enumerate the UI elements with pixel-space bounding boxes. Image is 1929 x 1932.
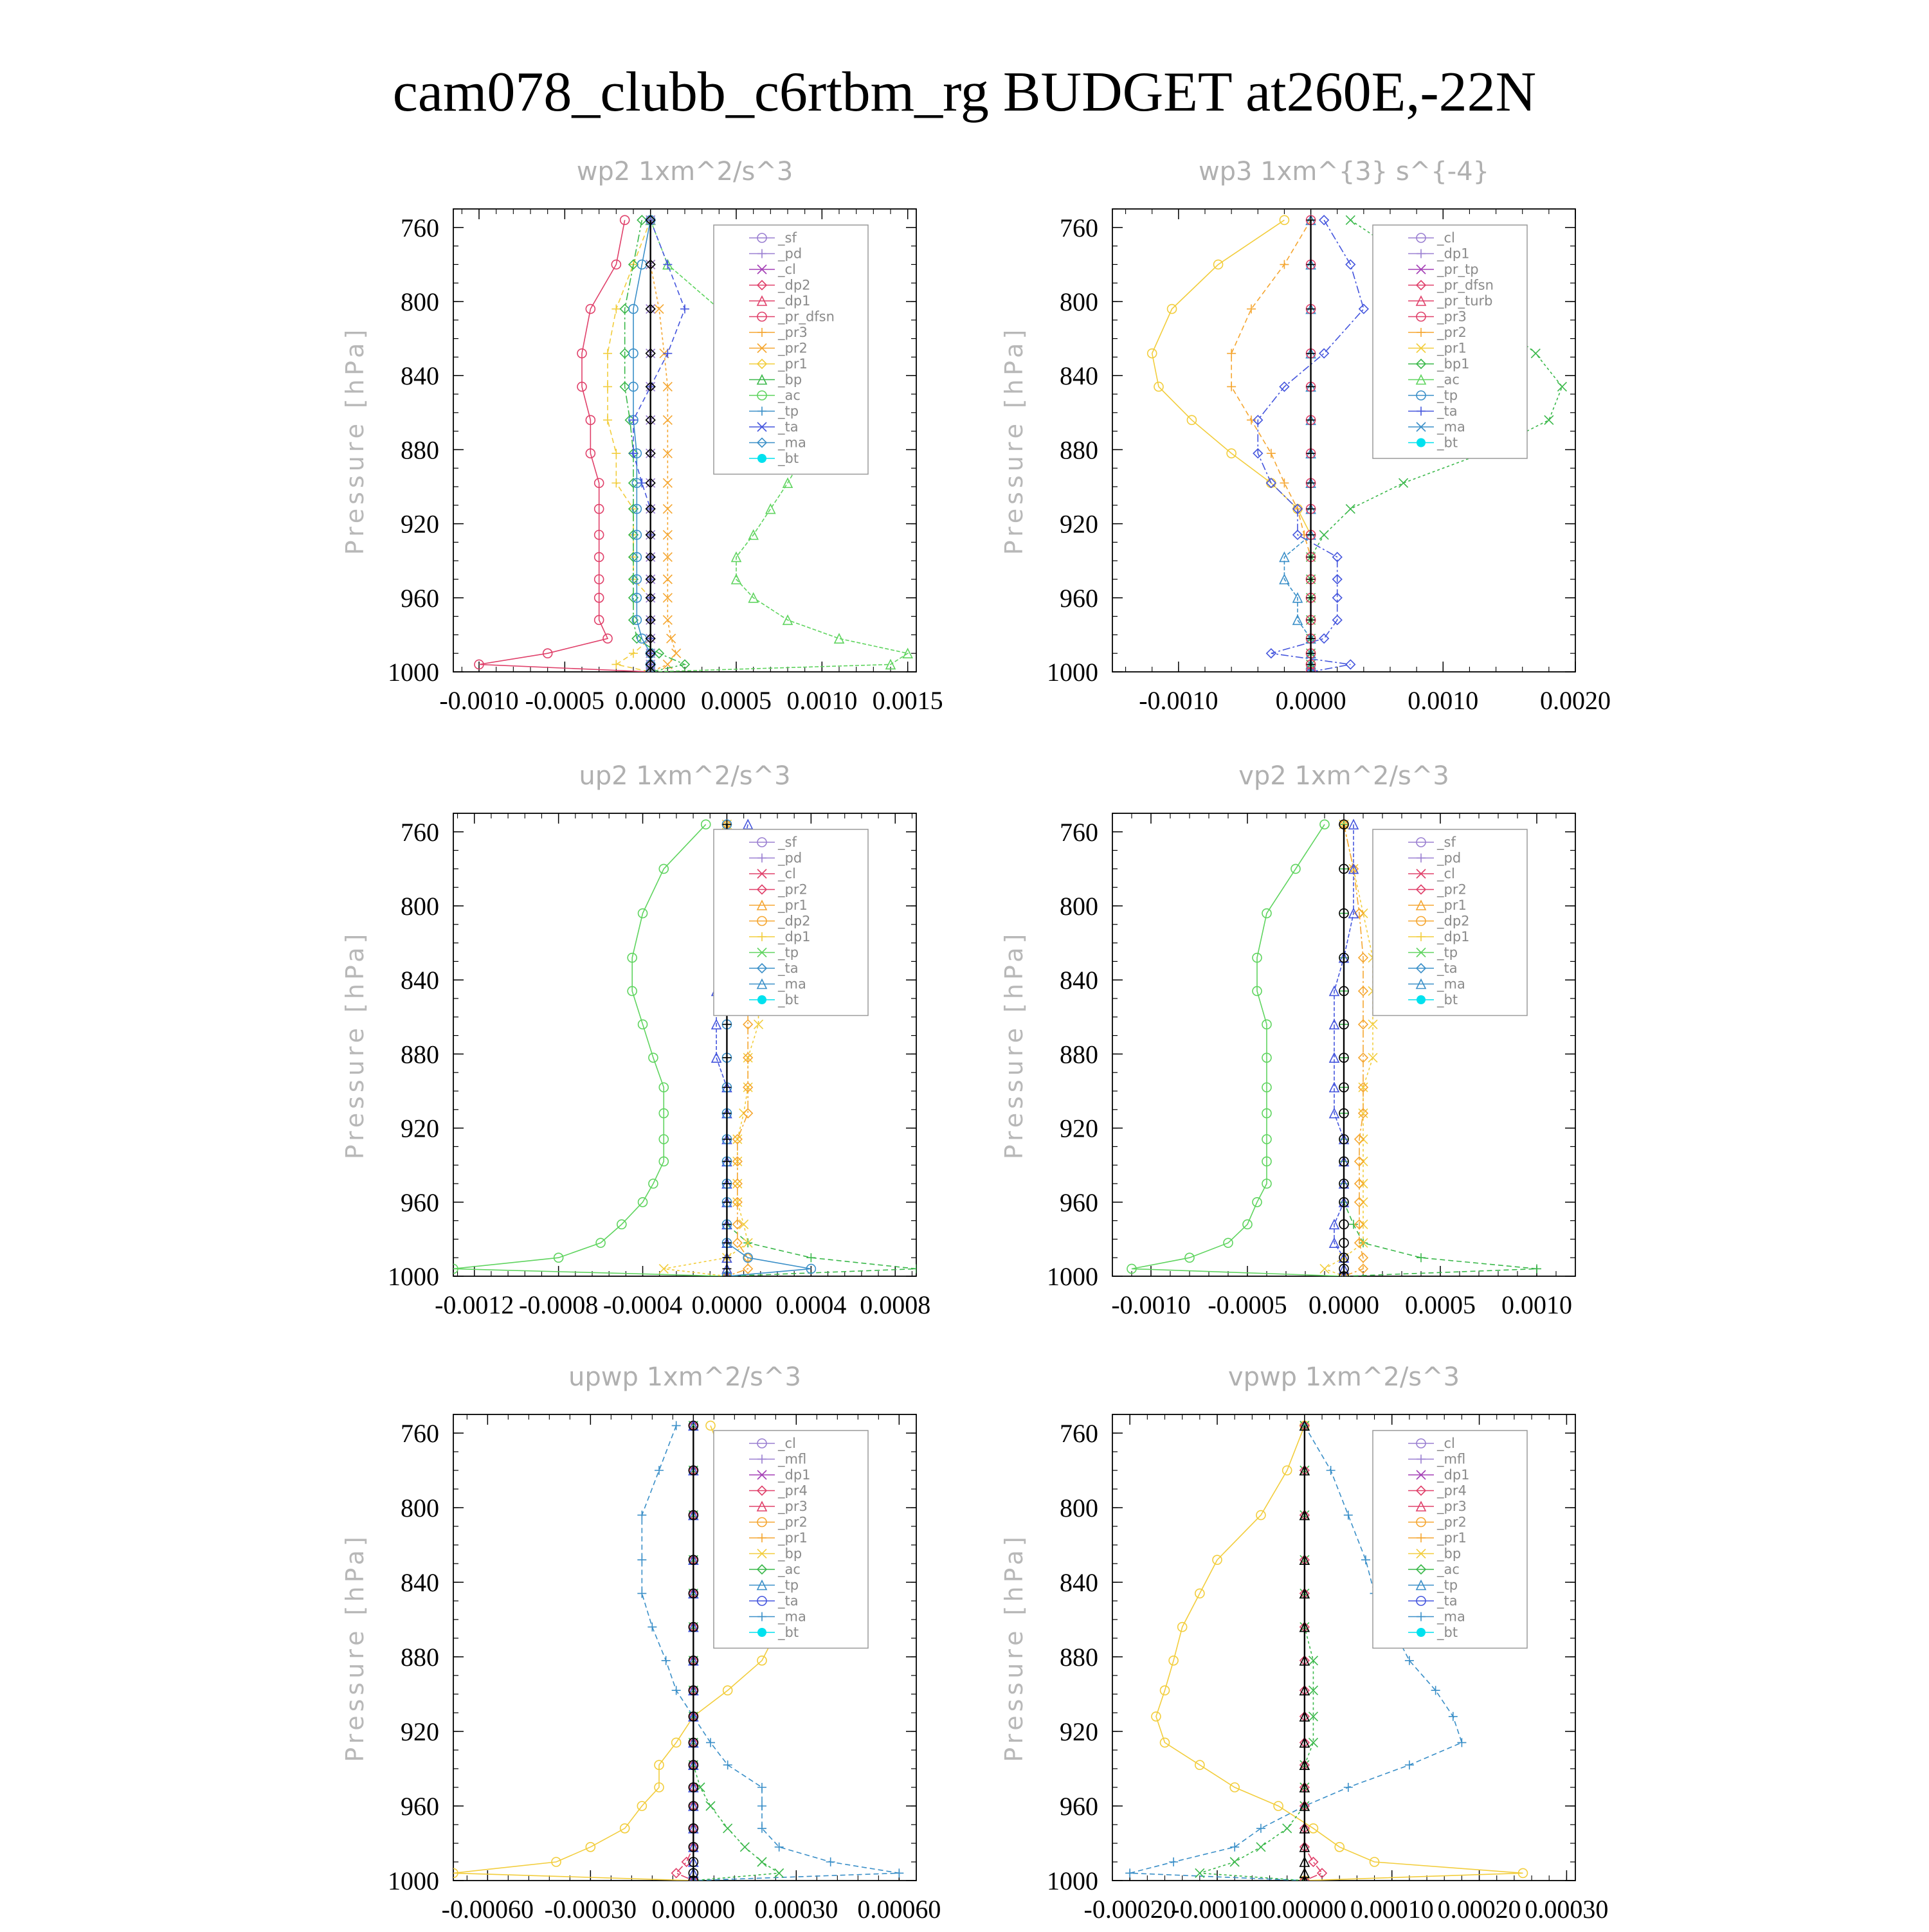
y-tick-label: 840 bbox=[401, 1568, 439, 1597]
x-tick-label: 0.0010 bbox=[1408, 686, 1479, 715]
legend-label: _mfl bbox=[1437, 1451, 1466, 1467]
legend-label: _ta bbox=[1437, 961, 1458, 976]
x-tick-label: 0.00030 bbox=[1525, 1895, 1609, 1924]
legend-label: _pr4 bbox=[778, 1483, 808, 1499]
legend-label: _dp1 bbox=[778, 929, 811, 944]
y-tick-label: 800 bbox=[401, 1494, 439, 1522]
legend-label: _dp2 bbox=[778, 913, 811, 929]
legend bbox=[714, 1431, 868, 1648]
y-axis-label: Pressure [hPa] bbox=[1000, 325, 1028, 555]
y-tick-label: 920 bbox=[1060, 1114, 1098, 1143]
y-tick-label: 1000 bbox=[1047, 1866, 1098, 1895]
legend-label: _pr1 bbox=[778, 356, 808, 372]
y-tick-label: 760 bbox=[1060, 1419, 1098, 1448]
legend-label: _tp bbox=[1437, 944, 1458, 961]
legend-label: _cl bbox=[778, 866, 796, 881]
legend-label: _pr2 bbox=[778, 1514, 808, 1530]
legend-label: _pr2 bbox=[778, 881, 808, 898]
legend-label: _ac bbox=[1437, 372, 1460, 388]
y-tick-label: 800 bbox=[401, 892, 439, 921]
legend-label: _ma bbox=[778, 976, 806, 992]
y-tick-label: 1000 bbox=[388, 1866, 439, 1895]
y-tick-label: 960 bbox=[1060, 1792, 1098, 1821]
x-tick-label: 0.00060 bbox=[857, 1895, 941, 1924]
legend-label: _bp bbox=[778, 372, 802, 388]
legend bbox=[714, 225, 868, 474]
x-tick-label: 0.00010 bbox=[1350, 1895, 1434, 1924]
x-tick-label: 0.0000 bbox=[691, 1290, 763, 1319]
legend-label: _pr4 bbox=[1437, 1483, 1467, 1499]
y-tick-label: 880 bbox=[1060, 1643, 1098, 1672]
legend-label: _ta bbox=[778, 1593, 799, 1609]
legend-label: _cl bbox=[1437, 230, 1455, 246]
y-tick-label: 840 bbox=[401, 966, 439, 995]
panel-title: wp2 1xm^2/s^3 bbox=[576, 157, 793, 186]
legend bbox=[714, 829, 868, 1016]
legend-label: _bp bbox=[778, 1546, 802, 1562]
y-tick-label: 760 bbox=[401, 1419, 439, 1448]
x-tick-label: 0.0000 bbox=[615, 686, 686, 715]
legend-marker bbox=[1417, 438, 1426, 447]
y-axis-label: Pressure [hPa] bbox=[341, 1533, 369, 1762]
legend-label: _pr3 bbox=[1437, 309, 1467, 325]
x-tick-label: 0.0005 bbox=[701, 686, 772, 715]
x-tick-label: 0.0008 bbox=[860, 1290, 931, 1319]
y-tick-label: 960 bbox=[401, 1792, 439, 1821]
legend-label: _tp bbox=[778, 403, 799, 419]
legend-label: _bp1 bbox=[1437, 356, 1470, 372]
legend-label: _tp bbox=[1437, 1577, 1458, 1593]
legend-label: _ma bbox=[1437, 1609, 1465, 1625]
y-tick-label: 1000 bbox=[388, 1262, 439, 1291]
y-tick-label: 880 bbox=[401, 435, 439, 465]
legend-label: _dp1 bbox=[1437, 246, 1470, 262]
y-tick-label: 840 bbox=[1060, 361, 1098, 391]
legend-label: _pr_dfsn bbox=[778, 309, 835, 325]
x-tick-label: -0.0005 bbox=[1208, 1290, 1287, 1319]
legend-label: _dp2 bbox=[778, 277, 811, 293]
y-tick-label: 760 bbox=[1060, 213, 1098, 242]
legend-label: _tp bbox=[778, 1577, 799, 1593]
x-tick-label: 0.0000 bbox=[1275, 686, 1346, 715]
y-tick-label: 760 bbox=[401, 817, 439, 847]
y-tick-label: 800 bbox=[1060, 1494, 1098, 1522]
legend-label: _dp1 bbox=[778, 1467, 811, 1483]
x-tick-label: -0.0012 bbox=[435, 1290, 514, 1319]
legend-label: _mfl bbox=[778, 1451, 807, 1467]
x-tick-label: 0.0010 bbox=[1501, 1290, 1572, 1319]
legend-label: _dp1 bbox=[1437, 1467, 1470, 1483]
legend-label: _sf bbox=[778, 835, 797, 850]
legend-label: _dp1 bbox=[1437, 929, 1470, 944]
legend-label: _pr3 bbox=[778, 1499, 808, 1514]
y-tick-label: 960 bbox=[1060, 1187, 1098, 1217]
legend-label: _cl bbox=[778, 262, 796, 277]
legend-label: _pd bbox=[778, 850, 802, 866]
panel-title: upwp 1xm^2/s^3 bbox=[568, 1362, 801, 1392]
y-tick-label: 880 bbox=[1060, 435, 1098, 465]
panel-title: wp3 1xm^{3} s^{-4} bbox=[1198, 157, 1490, 186]
x-tick-label: -0.0010 bbox=[1139, 686, 1218, 715]
legend-label: _pr3 bbox=[778, 325, 808, 340]
x-tick-label: -0.0010 bbox=[1111, 1290, 1191, 1319]
x-tick-label: 0.0015 bbox=[872, 686, 943, 715]
legend-label: _ac bbox=[1437, 1562, 1460, 1577]
x-tick-label: -0.00060 bbox=[441, 1895, 534, 1924]
legend-label: _bt bbox=[778, 992, 799, 1007]
legend-label: _ma bbox=[1437, 419, 1465, 435]
legend-label: _cl bbox=[1437, 866, 1455, 881]
legend-marker bbox=[757, 995, 766, 1004]
y-tick-label: 840 bbox=[1060, 1568, 1098, 1597]
legend-label: _bt bbox=[778, 451, 799, 466]
legend-label: _pr1 bbox=[1437, 340, 1467, 356]
legend-label: _dp2 bbox=[1437, 913, 1470, 929]
legend bbox=[1373, 829, 1527, 1016]
legend-label: _dp1 bbox=[778, 293, 811, 309]
y-tick-label: 760 bbox=[1060, 817, 1098, 847]
y-tick-label: 960 bbox=[401, 583, 439, 613]
panel-title: vpwp 1xm^2/s^3 bbox=[1227, 1362, 1460, 1392]
y-tick-label: 1000 bbox=[388, 658, 439, 687]
x-tick-label: 0.00020 bbox=[1437, 1895, 1521, 1924]
legend-label: _ta bbox=[778, 961, 799, 976]
legend-marker bbox=[757, 1628, 766, 1637]
y-tick-label: 920 bbox=[1060, 1717, 1098, 1746]
y-tick-label: 840 bbox=[1060, 966, 1098, 995]
x-tick-label: 0.0005 bbox=[1405, 1290, 1476, 1319]
y-tick-label: 880 bbox=[401, 1643, 439, 1672]
legend-label: _pr1 bbox=[778, 1530, 808, 1546]
x-tick-label: 0.0004 bbox=[775, 1290, 847, 1319]
legend-label: _cl bbox=[1437, 1436, 1455, 1451]
x-tick-label: 0.0000 bbox=[1309, 1290, 1379, 1319]
legend-label: _tp bbox=[778, 944, 799, 961]
legend-label: _ta bbox=[1437, 1593, 1458, 1609]
x-tick-label: -0.00010 bbox=[1171, 1895, 1263, 1924]
legend-label: _sf bbox=[778, 230, 797, 246]
legend-label: _pr1 bbox=[1437, 1530, 1467, 1546]
legend-label: _ma bbox=[1437, 976, 1465, 992]
legend bbox=[1373, 1431, 1527, 1648]
legend-marker bbox=[757, 454, 766, 463]
y-tick-label: 920 bbox=[401, 1717, 439, 1746]
legend-label: _cl bbox=[778, 1436, 796, 1451]
x-tick-label: 0.0010 bbox=[786, 686, 858, 715]
legend-label: _pr_tp bbox=[1437, 262, 1479, 277]
y-tick-label: 960 bbox=[401, 1187, 439, 1217]
legend-label: _pr2 bbox=[1437, 881, 1467, 898]
legend-label: _bt bbox=[778, 1625, 799, 1640]
y-axis-label: Pressure [hPa] bbox=[341, 930, 369, 1160]
x-tick-label: 0.00030 bbox=[754, 1895, 838, 1924]
legend-label: _pr2 bbox=[1437, 325, 1467, 340]
y-tick-label: 880 bbox=[401, 1040, 439, 1069]
legend-label: _bt bbox=[1437, 1625, 1458, 1640]
figure-title: cam078_clubb_c6rtbm_rg BUDGET at260E,-22N bbox=[392, 61, 1537, 123]
legend-label: _ac bbox=[778, 388, 801, 403]
x-tick-label: -0.00030 bbox=[544, 1895, 637, 1924]
x-tick-label: -0.0004 bbox=[602, 1290, 683, 1319]
y-tick-label: 920 bbox=[401, 509, 439, 539]
legend-label: _pr2 bbox=[1437, 1514, 1467, 1530]
legend-label: _pd bbox=[778, 246, 802, 262]
legend-label: _bt bbox=[1437, 992, 1458, 1007]
legend-label: _bt bbox=[1437, 435, 1458, 451]
y-tick-label: 800 bbox=[401, 287, 439, 316]
legend-label: _pr1 bbox=[778, 898, 808, 913]
legend-label: _tp bbox=[1437, 388, 1458, 403]
y-axis-label: Pressure [hPa] bbox=[1000, 1533, 1028, 1762]
legend-label: _pr3 bbox=[1437, 1499, 1467, 1514]
y-axis-label: Pressure [hPa] bbox=[1000, 930, 1028, 1160]
y-tick-label: 1000 bbox=[1047, 658, 1098, 687]
y-tick-label: 840 bbox=[401, 361, 439, 391]
legend-label: _sf bbox=[1437, 835, 1456, 850]
legend-label: _pr_dfsn bbox=[1437, 277, 1494, 293]
legend-label: _pr_turb bbox=[1437, 293, 1493, 309]
x-tick-label: 0.00000 bbox=[1262, 1895, 1346, 1924]
y-tick-label: 760 bbox=[401, 213, 439, 242]
y-tick-label: 880 bbox=[1060, 1040, 1098, 1069]
x-tick-label: -0.0005 bbox=[525, 686, 604, 715]
y-tick-label: 960 bbox=[1060, 583, 1098, 613]
legend bbox=[1373, 225, 1527, 458]
y-tick-label: 1000 bbox=[1047, 1262, 1098, 1291]
y-tick-label: 920 bbox=[401, 1114, 439, 1143]
legend-label: _ta bbox=[778, 419, 799, 435]
legend-marker bbox=[1417, 1628, 1426, 1637]
y-tick-label: 800 bbox=[1060, 892, 1098, 921]
y-tick-label: 920 bbox=[1060, 509, 1098, 539]
y-tick-label: 800 bbox=[1060, 287, 1098, 316]
panel-title: vp2 1xm^2/s^3 bbox=[1238, 761, 1449, 791]
legend-marker bbox=[1417, 995, 1426, 1004]
legend-label: _pr1 bbox=[1437, 898, 1467, 913]
legend-label: _pd bbox=[1437, 850, 1462, 866]
panel-title: up2 1xm^2/s^3 bbox=[579, 761, 791, 791]
x-tick-label: -0.00020 bbox=[1083, 1895, 1176, 1924]
legend-label: _ta bbox=[1437, 403, 1458, 419]
legend-label: _ma bbox=[778, 1609, 806, 1625]
legend-label: _ac bbox=[778, 1562, 801, 1577]
legend-label: _bp bbox=[1437, 1546, 1462, 1562]
x-tick-label: 0.00000 bbox=[651, 1895, 736, 1924]
x-tick-label: -0.0008 bbox=[518, 1290, 599, 1319]
legend-label: _pr2 bbox=[778, 340, 808, 356]
y-axis-label: Pressure [hPa] bbox=[341, 325, 369, 555]
legend-label: _ma bbox=[778, 435, 806, 451]
x-tick-label: 0.0020 bbox=[1540, 686, 1611, 715]
x-tick-label: -0.0010 bbox=[439, 686, 519, 715]
